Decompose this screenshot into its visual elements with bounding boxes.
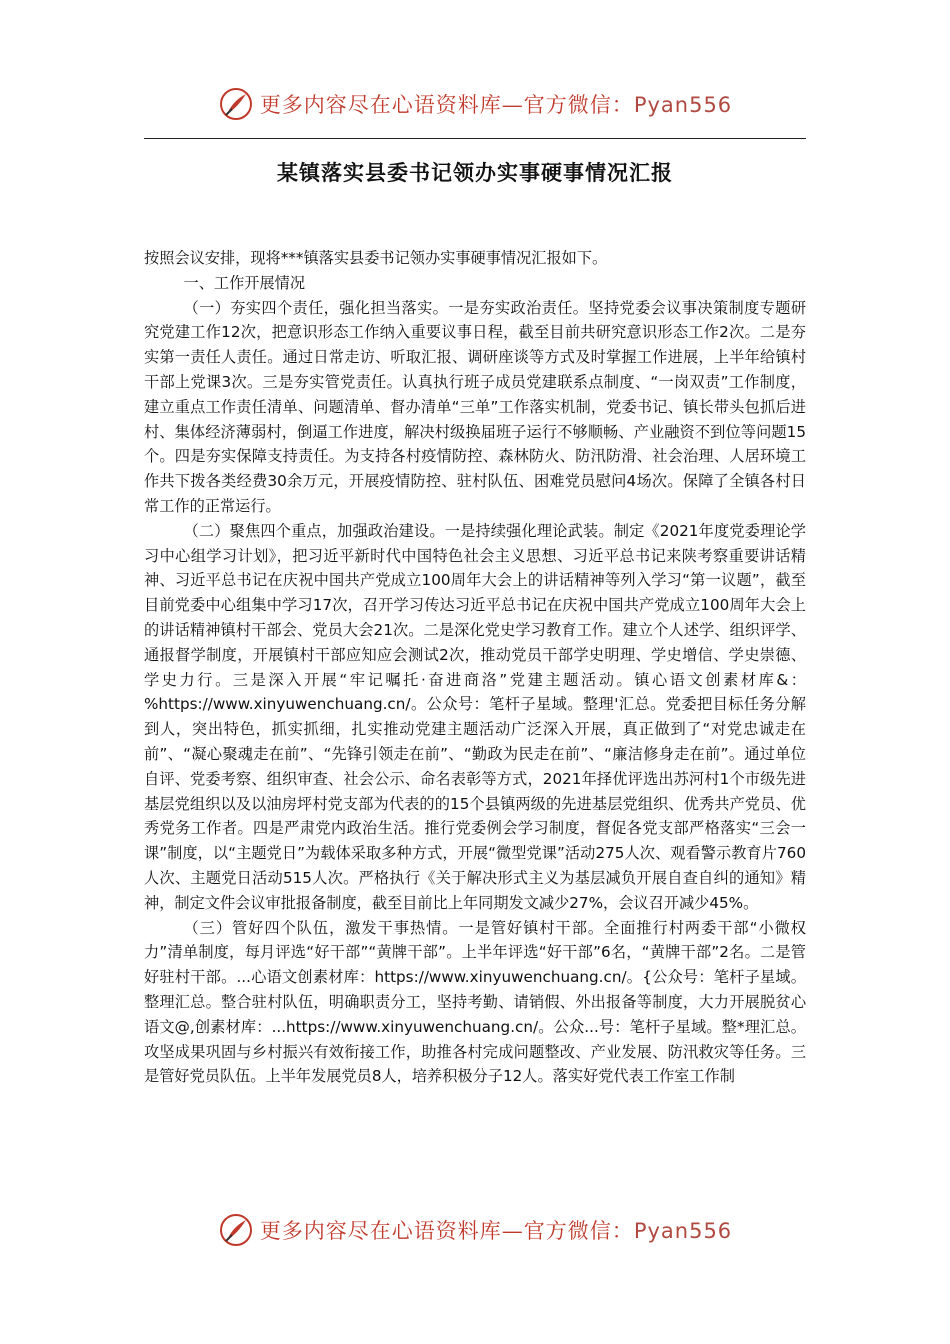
document-body bbox=[144, 246, 806, 1089]
wechat-id: Pyan556 bbox=[633, 93, 733, 117]
banner-text: 更多内容尽在心语资料库—官方微信：Pyan556 bbox=[259, 93, 733, 117]
wechat-id: Pyan556 bbox=[633, 1219, 733, 1243]
header-divider bbox=[144, 138, 806, 139]
paragraph-3: （三）管好四个队伍，激发干事热情。一是管好镇村干部。全面推行村两委干部“小微权力”清单制度，每月评选“好干部”“黄牌干部”。上半年评选“好干部”6名，“黄牌干部”2名。二是管好驻村干部。...心语文创素材库：https://www.xinyuwenchuang.cn/。{公众号：笔杆子星域。整理汇总。整合驻村队伍，明确职责分工，坚持考勤、请销假、外出报备等制度，大力开展脱贫心语文@,创素材库：...https://www.xinyuwenchuang.cn/。公众...号：笔杆子星域。整*理汇总。攻坚成果巩固与乡村振兴有效衔接工作，助推各村完成问题整改、产业发展、防汛救灾等任务。三是管好党员队伍。上半年发展党员8人，培养积极分子12人。落实好党代表工作室工作制 bbox=[144, 918, 806, 1086]
section-heading: 一、工作开展情况 bbox=[183, 273, 306, 292]
quill-logo-icon bbox=[218, 86, 254, 122]
quill-logo-icon bbox=[218, 1212, 254, 1248]
banner-text: 更多内容尽在心语资料库—官方微信：Pyan556 bbox=[259, 1219, 733, 1243]
footer-banner bbox=[0, 1210, 950, 1250]
header-banner bbox=[0, 84, 950, 124]
document-title: 某镇落实县委书记领办实事硬事情况汇报 bbox=[277, 161, 673, 185]
intro-paragraph: 按照会议安排，现将***镇落实县委书记领办实事硬事情况汇报如下。 bbox=[144, 249, 608, 267]
paragraph-2: （二）聚焦四个重点，加强政治建设。一是持续强化理论武装。制定《2021年度党委理论学习中心组学习计划》，把习近平新时代中国特色社会主义思想、习近平总书记来陕考察重要讲话精神、习近平总书记在庆祝中国共产党成立100周年大会上的讲话精神等列入学习“第一议题”，截至目前党委中心组集中学习17次，召开学习传达习近平总书记在庆祝中国共产党成立100周年大会上的讲话精神镇村干部会、党员大会21次。二是深化党史学习教育工作。建立个人述学、组织评学、通报督学制度，开展镇村干部应知应会测试2次，推动党员干部学史明理、学史增信、学史崇德、学史力行。三是深入开展“牢记嘱托·奋进商洛”党建主题活动。镇心语文创素材库&：%https://www.xinyuwenchuang.cn/。公众号：笔杆子星域。整理'汇总。党委把目标任务分解到人，突出特色，抓实抓细，扎实推动党建主题活动广泛深入开展，真正做到了“对党忠诚走在前”、“凝心聚魂走在前”、“先锋引领走在前”、“勤政为民走在前”、“廉洁修身走在前”。通过单位自评、党委考察、组织审查、社会公示、命名表彰等方式，2021年择优评选出苏河村1个市级先进基层党组织以及以油房坪村党支部为代表的的15个县镇两级的先进基层党组织、优秀共产党员、优秀党务工作者。四是严肃党内政治生活。推行党委例会学习制度，督促各党支部严格落实“三会一课”制度，以“主题党日”为载体采取多种方式，开展“微型党课”活动275人次、观看警示教育片760人次、主题党日活动515人次。严格执行《关于解决形式主义为基层减负开展自查自纠的通知》精神，制定文件会议审批报备制度，截至目前比上年同期发文减少27%，会议召开减少45%。 bbox=[144, 521, 806, 912]
paragraph-1: （一）夯实四个责任，强化担当落实。一是夯实政治责任。坚持党委会议事决策制度专题研究党建工作12次，把意识形态工作纳入重要议事日程，截至目前共研究意识形态工作2次。二是夯实第一责任人责任。通过日常走访、听取汇报、调研座谈等方式及时掌握工作进展，上半年给镇村干部上党课3次。三是夯实管党责任。认真执行班子成员党建联系点制度、“一岗双责”工作制度，建立重点工作责任清单、问题清单、督办清单“三单”工作落实机制，党委书记、镇长带头包抓后进村、集体经济薄弱村，倒逼工作进度，解决村级换届班子运行不够顺畅、产业融资不到位等问题15个。四是夯实保障支持责任。为支持各村疫情防控、森林防火、防汛防滑、社会治理、人居环境工作共下拨各类经费30余万元，开展疫情防控、驻村队伍、困难党员慰问4场次。保障了全镇各村日常工作的正常运行。 bbox=[144, 298, 806, 515]
